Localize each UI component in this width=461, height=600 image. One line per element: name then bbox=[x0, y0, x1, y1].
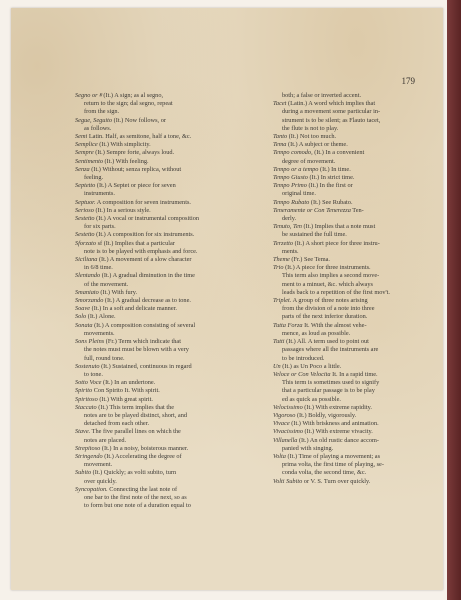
definition-text: ment to a minuet, &c. which always bbox=[282, 280, 373, 288]
entry-line bbox=[75, 330, 263, 338]
definition-text: prima volta, the first time of playing, se- bbox=[282, 461, 384, 469]
definition-text: (It.) A Septet or piece for seven bbox=[95, 182, 176, 190]
definition-text: feeling. bbox=[84, 174, 104, 182]
definition-text: original time. bbox=[282, 190, 316, 198]
entry-line bbox=[273, 330, 443, 338]
headword: Terzetto bbox=[273, 239, 294, 247]
headword: Slentando bbox=[75, 272, 101, 280]
definition-text: the flute is not to play. bbox=[282, 124, 339, 132]
definition-text: from the sign. bbox=[84, 108, 120, 116]
entry-line bbox=[273, 453, 443, 461]
entry-line bbox=[75, 322, 263, 330]
definition-text: return to the sign; dal segno, repeat bbox=[84, 100, 173, 108]
entry-line bbox=[273, 363, 443, 371]
entry-line bbox=[75, 313, 263, 321]
entry-line bbox=[75, 420, 263, 428]
definition-text: (It.) With fury. bbox=[98, 288, 138, 296]
entry-line bbox=[75, 190, 263, 198]
entry-line bbox=[75, 108, 263, 116]
headword: Septuor. bbox=[75, 198, 96, 206]
entry-line bbox=[273, 313, 443, 321]
headword: Strepitoso bbox=[75, 444, 101, 452]
definition-text: or V. S. Turn over quickly. bbox=[302, 477, 371, 485]
definition-text: strument is to be silent; as Flauto tacet, bbox=[282, 116, 381, 124]
entry-line bbox=[273, 125, 443, 133]
entry-line bbox=[75, 338, 263, 346]
definition-text: This term also implies a second move- bbox=[282, 272, 380, 280]
entry-line bbox=[273, 478, 443, 486]
headword: Sons Pleins bbox=[75, 338, 105, 346]
definition-text: of the movement. bbox=[84, 280, 129, 288]
definition-text: movement. bbox=[84, 461, 113, 469]
entry-line bbox=[273, 289, 443, 297]
headword: Sentimento bbox=[75, 157, 103, 165]
headword: Trio bbox=[273, 264, 284, 272]
definition-text: sf (It.) Implies that a particular bbox=[96, 239, 175, 247]
entry-line bbox=[273, 199, 443, 207]
definition-text: (It.) In a noisy, boisterous manner. bbox=[100, 444, 189, 452]
entry-line bbox=[273, 264, 443, 272]
definition-text: mence, as loud as possible. bbox=[282, 329, 351, 337]
headword: Tempo or a tempo bbox=[273, 165, 319, 173]
definition-text: (It.) A sign; as al segno, bbox=[101, 92, 164, 99]
entry-line bbox=[75, 215, 263, 223]
headword: Sotto Voce bbox=[75, 379, 102, 387]
definition-text: This term is sometimes used to signify bbox=[282, 379, 380, 387]
entry-line bbox=[273, 182, 443, 190]
entry-line bbox=[273, 240, 443, 248]
definition-text: (It.) In time. bbox=[318, 165, 351, 173]
definition-text: (It.) Quickly; as volti subito, turn bbox=[91, 469, 177, 477]
definition-text: note is to be played with emphasis and force. bbox=[84, 247, 198, 255]
entry-line bbox=[75, 231, 263, 239]
definition-text: (It.) In an undertone. bbox=[101, 379, 156, 387]
definition-text: (It.) as Un Poco a little. bbox=[280, 362, 342, 370]
definition-text: Ten- bbox=[350, 206, 364, 214]
definition-text: (It.) Sempre forte, always loud. bbox=[93, 149, 175, 157]
entry-line bbox=[75, 305, 263, 313]
definition-text: The five parallel lines on which the bbox=[90, 428, 181, 436]
definition-text: one bar to the first note of the next, so as bbox=[84, 493, 187, 501]
entry-line bbox=[75, 182, 263, 190]
headword: Smaniato bbox=[75, 288, 99, 296]
headword: Semplice bbox=[75, 141, 98, 149]
definition-text: (It.) An old rustic dance accom- bbox=[297, 436, 380, 444]
entry-line bbox=[273, 174, 443, 182]
headword: Tacet bbox=[273, 100, 287, 108]
headword: Tanto bbox=[273, 133, 288, 141]
entry-line bbox=[75, 478, 263, 486]
definition-text: Connecting the last note of bbox=[107, 485, 178, 493]
headword: Syncopation. bbox=[75, 485, 108, 493]
definition-text: (It.) A subject or theme. bbox=[286, 141, 348, 149]
entry-line bbox=[273, 166, 443, 174]
definition-text: (Latin.) A word which implies that bbox=[286, 100, 376, 108]
definition-text: (It.) A short piece for three instru- bbox=[293, 239, 380, 247]
entry-line bbox=[75, 355, 263, 363]
headword: Tenuto, Ten bbox=[273, 223, 302, 231]
definition-text: It. In a rapid time. bbox=[330, 370, 378, 378]
headword: Septetto bbox=[75, 182, 96, 190]
definition-text: to form but one note of a duration equal to bbox=[84, 502, 191, 510]
headword: Sforzato bbox=[75, 239, 96, 247]
definition-text: instruments. bbox=[84, 190, 115, 198]
entry-line bbox=[75, 100, 263, 108]
entry-line bbox=[75, 412, 263, 420]
definition-text: parts of the next inferior duration. bbox=[282, 313, 368, 321]
definition-text: (It.) Now follows, or bbox=[112, 116, 166, 124]
entry-line bbox=[75, 248, 263, 256]
definition-text: (It.) See Rubato. bbox=[309, 198, 353, 206]
headword: Sempre bbox=[75, 149, 94, 157]
entry-line bbox=[75, 92, 263, 100]
entry-line bbox=[273, 141, 443, 149]
headword: Tempo comodo, bbox=[273, 149, 313, 157]
entry-line bbox=[75, 346, 263, 354]
definition-text: (It.) In a convenient bbox=[312, 149, 365, 157]
entry-line bbox=[273, 445, 443, 453]
entry-line bbox=[273, 338, 443, 346]
definition-text: derly. bbox=[282, 215, 297, 223]
definition-text: (It.) Not too much. bbox=[287, 133, 337, 141]
headword: Vivace bbox=[273, 420, 290, 428]
definition-text: (It.) Accelerating the degree of bbox=[102, 452, 182, 460]
definition-text: ments. bbox=[282, 247, 299, 255]
definition-text: (It.) With extreme rapidity. bbox=[302, 403, 372, 411]
definition-text: It. With the almost vehe- bbox=[302, 321, 367, 329]
headword: Sostenuto bbox=[75, 362, 100, 370]
definition-text: (It.) In strict time. bbox=[307, 174, 355, 182]
definition-text: (It.) A piece for three instruments. bbox=[283, 264, 371, 272]
headword: Stringendo bbox=[75, 452, 103, 460]
headword: Smorzando bbox=[75, 297, 104, 305]
entry-line bbox=[273, 379, 443, 387]
entry-line bbox=[273, 281, 443, 289]
definition-text: (It.) Time of playing a movement; as bbox=[285, 452, 381, 460]
headword: Subito bbox=[75, 469, 92, 477]
definition-text: (It.) This term implies that the bbox=[96, 403, 175, 411]
entry-line bbox=[273, 305, 443, 313]
entry-line bbox=[273, 223, 443, 231]
definition-text: (It.) Without; senza replica, without bbox=[89, 165, 182, 173]
headword: Segno or 𝄋 bbox=[75, 92, 102, 99]
entry-line bbox=[75, 461, 263, 469]
entry-line bbox=[75, 256, 263, 264]
right-column bbox=[273, 92, 443, 486]
definition-text: from the division of a note into three bbox=[282, 305, 375, 313]
book-page bbox=[11, 8, 443, 590]
definition-text: detached from each other. bbox=[84, 420, 150, 428]
definition-text: (Fr.) Term which indicate that bbox=[104, 338, 181, 346]
entry-line bbox=[273, 412, 443, 420]
entry-line bbox=[273, 346, 443, 354]
entry-line bbox=[75, 158, 263, 166]
entry-line bbox=[273, 469, 443, 477]
entry-line bbox=[273, 420, 443, 428]
entry-line bbox=[75, 133, 263, 141]
entry-line bbox=[75, 166, 263, 174]
definition-text: (It.) With simplicity. bbox=[97, 141, 151, 149]
entry-line bbox=[273, 248, 443, 256]
headword: Staccato bbox=[75, 403, 97, 411]
entry-line bbox=[273, 92, 443, 100]
headword: Sestetto bbox=[75, 215, 95, 223]
entry-line bbox=[75, 240, 263, 248]
headword: Vivacissimo bbox=[273, 428, 303, 436]
entry-line bbox=[273, 297, 443, 305]
headword: Spiritoso bbox=[75, 395, 98, 403]
entry-line bbox=[75, 494, 263, 502]
entry-line bbox=[75, 379, 263, 387]
headword: Semi bbox=[75, 133, 88, 141]
entry-line bbox=[75, 502, 263, 510]
headword: Un bbox=[273, 362, 281, 370]
entry-line bbox=[273, 322, 443, 330]
headword: Velocissimo bbox=[273, 403, 303, 411]
entry-line bbox=[273, 100, 443, 108]
entry-line bbox=[75, 199, 263, 207]
headword: Sestetto bbox=[75, 231, 95, 239]
definition-text: to tone. bbox=[84, 370, 103, 378]
entry-line bbox=[273, 231, 443, 239]
definition-text: (It.) A gradual diminution in the time bbox=[100, 272, 195, 280]
headword: Soave bbox=[75, 305, 91, 313]
entry-line bbox=[273, 133, 443, 141]
definition-text: full, round tone. bbox=[84, 354, 125, 362]
definition-text: movements. bbox=[84, 329, 115, 337]
headword: Tempo Giusto bbox=[273, 174, 308, 182]
headword: Spirito bbox=[75, 387, 93, 395]
page-number: 179 bbox=[401, 76, 415, 86]
entry-line bbox=[75, 297, 263, 305]
entry-line bbox=[75, 437, 263, 445]
definition-text: panied with singing. bbox=[282, 444, 334, 452]
entry-line bbox=[75, 404, 263, 412]
definition-text: A composition for seven instruments. bbox=[95, 198, 191, 206]
entry-line bbox=[75, 396, 263, 404]
definition-text: (It.) A gradual decrease as to tone. bbox=[103, 297, 191, 305]
entry-line bbox=[75, 371, 263, 379]
definition-text: (It.) Sustained, continuous in regard bbox=[99, 362, 192, 370]
entry-line bbox=[273, 117, 443, 125]
headword: Senza bbox=[75, 165, 90, 173]
entry-line bbox=[75, 272, 263, 280]
entry-line bbox=[273, 387, 443, 395]
definition-text: (It.) With briskness and animation. bbox=[289, 420, 379, 428]
headword: Stave. bbox=[75, 428, 91, 436]
entry-line bbox=[75, 125, 263, 133]
entry-line bbox=[75, 486, 263, 494]
entry-line bbox=[273, 108, 443, 116]
headword: Villanella bbox=[273, 436, 298, 444]
definition-text: in 6/8 time. bbox=[84, 264, 113, 272]
headword: Tempo Rubato bbox=[273, 198, 310, 206]
headword: Tema bbox=[273, 141, 287, 149]
definition-text: (It.) In a soft and delicate manner. bbox=[90, 305, 177, 313]
definition-text: (It.) Boldly, vigorously. bbox=[295, 411, 357, 419]
definition-text: (Fr.) See Tema. bbox=[289, 256, 330, 264]
definition-text: as follows. bbox=[84, 124, 112, 132]
entry-line bbox=[273, 371, 443, 379]
entry-line bbox=[273, 437, 443, 445]
definition-text: ed as quick as possible. bbox=[282, 395, 341, 403]
entry-line bbox=[75, 174, 263, 182]
definition-text: for six parts. bbox=[84, 223, 116, 231]
definition-text: degree of movement. bbox=[282, 157, 336, 165]
definition-text: Latin. Half, as semitone, half a tone, &c. bbox=[87, 133, 192, 141]
entry-line bbox=[75, 469, 263, 477]
definition-text: (It.) A vocal or instrumental composition bbox=[94, 215, 199, 223]
headword: Veloce or Con Velocita bbox=[273, 370, 331, 378]
headword: Solo bbox=[75, 313, 87, 321]
headword: Teneramente or Con Tenerezza bbox=[273, 206, 351, 214]
headword: Volti Subito bbox=[273, 477, 303, 485]
headword: Triplet. bbox=[273, 297, 292, 305]
entry-line bbox=[75, 363, 263, 371]
entry-line bbox=[273, 272, 443, 280]
definition-text: (It.) With feeling. bbox=[102, 157, 149, 165]
definition-text: to be introduced. bbox=[282, 354, 325, 362]
headword: Tutti bbox=[273, 338, 285, 346]
definition-text: be sustained the full time. bbox=[282, 231, 347, 239]
headword: Theme bbox=[273, 256, 290, 264]
definition-text: Con Spirito It. With spirit. bbox=[92, 387, 160, 395]
entry-line bbox=[75, 141, 263, 149]
definition-text: conda volta, the second time, &c. bbox=[282, 469, 367, 477]
entry-line bbox=[75, 289, 263, 297]
headword: Siciliana bbox=[75, 256, 98, 264]
entry-line bbox=[75, 281, 263, 289]
headword: Sonata bbox=[75, 321, 93, 329]
entry-line bbox=[273, 396, 443, 404]
entry-line bbox=[75, 223, 263, 231]
entry-line bbox=[75, 117, 263, 125]
book-spine bbox=[447, 0, 461, 600]
definition-text: (It.) A movement of a slow character bbox=[97, 256, 192, 264]
definition-text: notes are to be played distinct, short, and bbox=[84, 411, 187, 419]
entry-line bbox=[273, 355, 443, 363]
entry-line bbox=[75, 453, 263, 461]
definition-text: that a particular passage is to be play bbox=[282, 387, 375, 395]
definition-text: A group of three notes arising bbox=[291, 297, 368, 305]
definition-text: notes are placed. bbox=[84, 436, 127, 444]
definition-text: leads back to a repetition of the first mov't. bbox=[282, 288, 390, 296]
headword: Segue, Seguito bbox=[75, 116, 113, 124]
entry-line bbox=[273, 215, 443, 223]
definition-text: (It.) All. A term used to point out bbox=[284, 338, 369, 346]
entry-line bbox=[273, 190, 443, 198]
definition-text: (It.) In the first or bbox=[306, 182, 353, 190]
headword: Tempo Primo bbox=[273, 182, 307, 190]
entry-line bbox=[273, 207, 443, 215]
definition-text: (It.) A composition for six instruments. bbox=[94, 231, 195, 239]
definition-text: passages where all the instruments are bbox=[282, 346, 379, 354]
entry-line bbox=[273, 149, 443, 157]
definition-text: over quickly. bbox=[84, 477, 117, 485]
entry-line bbox=[75, 445, 263, 453]
entry-line bbox=[273, 404, 443, 412]
entry-line bbox=[273, 158, 443, 166]
entry-line bbox=[273, 428, 443, 436]
headword: Tutta Forza bbox=[273, 321, 303, 329]
headword: Vigoroso bbox=[273, 411, 296, 419]
entry-line bbox=[273, 256, 443, 264]
definition-text: (It.) Alone. bbox=[86, 313, 116, 321]
definition-text: both; a false or inverted accent. bbox=[282, 92, 362, 99]
definition-text: (It.) Implies that a note must bbox=[301, 223, 376, 231]
definition-text: (It.) With extreme vivacity. bbox=[302, 428, 373, 436]
left-column bbox=[75, 92, 263, 510]
headword: Serioso bbox=[75, 206, 94, 214]
entry-line bbox=[75, 149, 263, 157]
definition-text: during a movement some particular in- bbox=[282, 108, 381, 116]
headword: Volta bbox=[273, 452, 286, 460]
definition-text: (It.) A composition consisting of several bbox=[92, 321, 196, 329]
definition-text: (It.) With great spirit. bbox=[97, 395, 153, 403]
entry-line bbox=[75, 428, 263, 436]
entry-line bbox=[273, 461, 443, 469]
entry-line bbox=[75, 264, 263, 272]
entry-line bbox=[75, 207, 263, 215]
definition-text: (It.) In a serious style. bbox=[93, 206, 151, 214]
definition-text: the notes must must be blown with a very bbox=[84, 346, 189, 354]
entry-line bbox=[75, 387, 263, 395]
